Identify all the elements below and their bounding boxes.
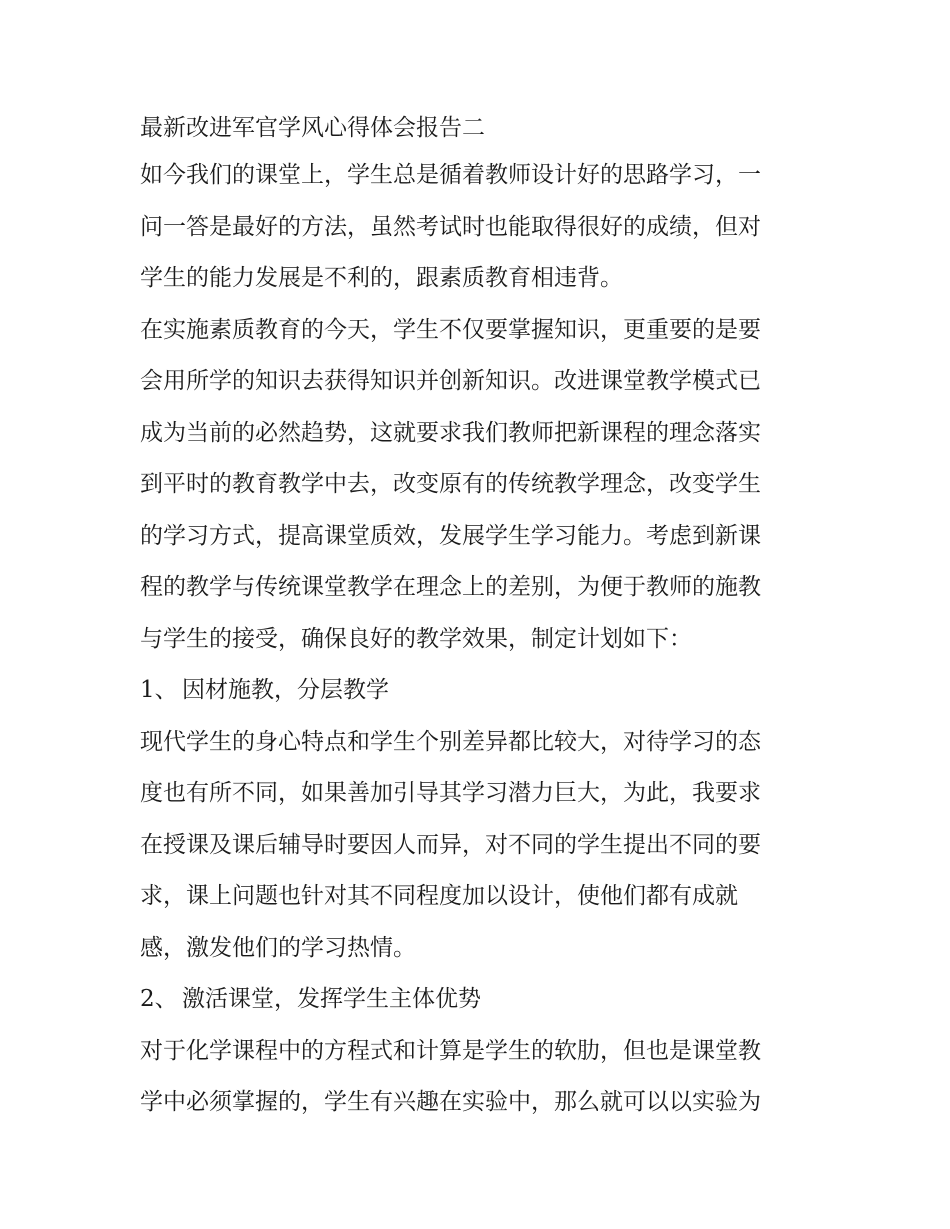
text-line: 求，课上问题也针对其不同程度加以设计，使他们都有成就 <box>140 883 738 909</box>
section-2-paragraph <box>140 1026 830 1129</box>
text-line: 成为当前的必然趋势，这就要求我们教师把新课程的理念落实 <box>140 419 761 446</box>
section-2-heading <box>140 974 830 1026</box>
text-line: 学中必须掌握的，学生有兴趣在实验中，那么就可以以实验为 <box>140 1089 761 1115</box>
section-1-title: 因材施教，分层教学 <box>182 677 389 703</box>
paragraph-intro <box>140 150 830 305</box>
text-line: 学生的能力发展是不利的，跟素质教育相违背。 <box>140 265 623 291</box>
text-line: 对于化学课程中的方程式和计算是学生的软肋，但也是课堂教 <box>140 1037 761 1064</box>
document-body <box>140 107 830 1129</box>
text-line: 与学生的接受，确保良好的教学效果，制定计划如下： <box>140 625 692 652</box>
section-1-heading <box>140 665 830 717</box>
text-line: 程的教学与传统课堂教学在理念上的差别，为便于教师的施教 <box>140 574 761 600</box>
section-2-title: 激活课堂，发挥学生主体优势 <box>182 986 481 1012</box>
section-1-number: 1、 <box>140 677 178 703</box>
text-line: 到平时的教育教学中去，改变原有的传统教学理念，改变学生 <box>140 471 761 497</box>
paragraph-plan <box>140 305 830 666</box>
text-line: 度也有所不同，如果善加引导其学习潜力巨大，为此，我要求 <box>140 780 761 806</box>
text-line: 会用所学的知识去获得知识并创新知识。改进课堂教学模式已 <box>140 368 761 394</box>
text-line: 如今我们的课堂上，学生总是循着教师设计好的思路学习，一 <box>140 162 761 188</box>
section-2-number: 2、 <box>140 986 178 1012</box>
text-line: 感，激发他们的学习热情。 <box>140 934 416 961</box>
text-line: 在实施素质教育的今天，学生不仅要掌握知识，更重要的是要 <box>140 316 761 343</box>
document-title: 最新改进军官学风心得体会报告二 <box>140 115 485 141</box>
text-line: 的学习方式，提高课堂质效，发展学生学习能力。考虑到新课 <box>140 522 761 549</box>
text-line: 问一答是最好的方法，虽然考试时也能取得很好的成绩，但对 <box>140 213 761 240</box>
section-1-paragraph <box>140 717 830 975</box>
text-line: 现代学生的身心特点和学生个别差异都比较大，对待学习的态 <box>140 728 761 755</box>
text-line: 在授课及课后辅导时要因人而异，对不同的学生提出不同的要 <box>140 831 761 858</box>
